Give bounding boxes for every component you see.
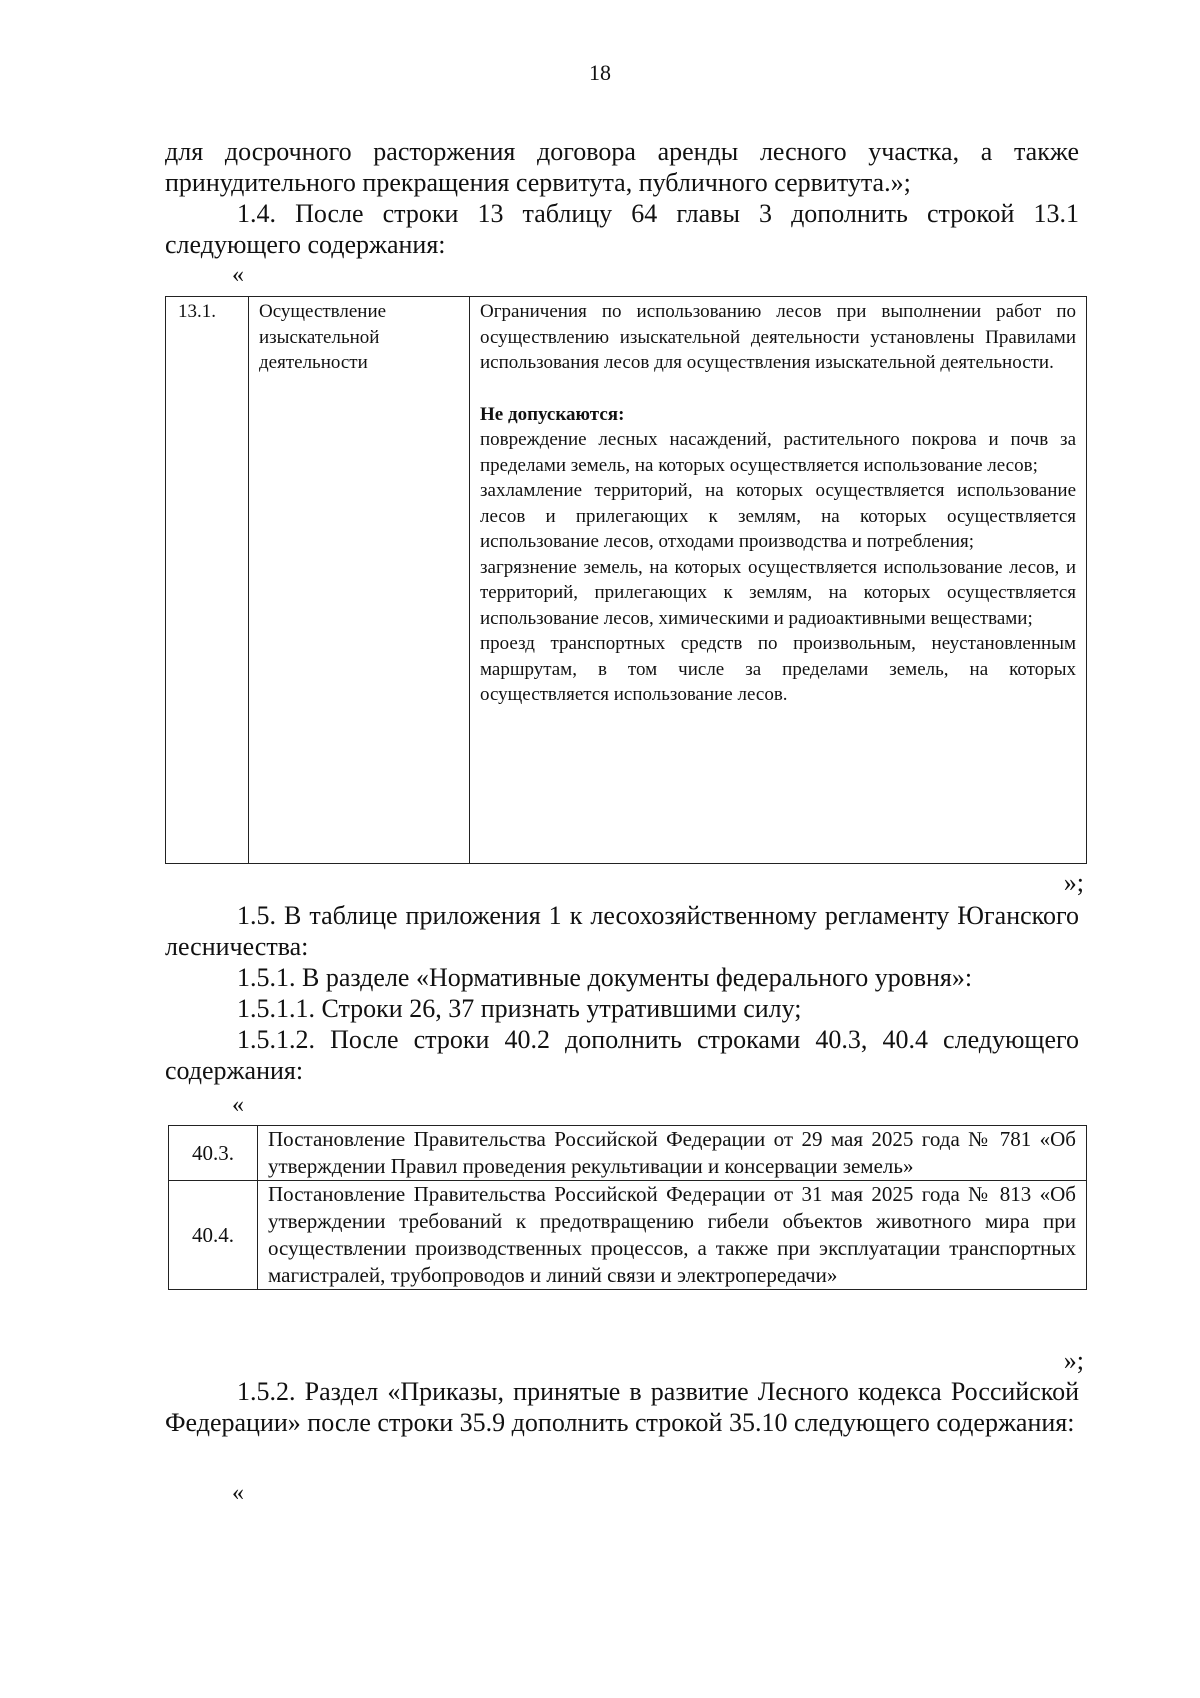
prohibited-heading: Не допускаются: <box>480 403 625 425</box>
prohibited-item: захламление территорий, на которых осуществляется использование лесов и прилегающих к землям, на которых осуществляется использование лесов, отходами производства и потребления; <box>480 480 1076 552</box>
opening-quote: « <box>232 1092 244 1118</box>
prohibited-item: повреждение лесных насаждений, растительного покрова и почв за пределами земель, на которых осуществляется использование лесов; <box>480 429 1076 476</box>
paragraph-1-5-1-2-text: 1.5.1.2. После строки 40.2 дополнить строками 40.3, 40.4 следующего содержания: <box>165 1025 1079 1085</box>
row-content-cell: Постановление Правительства Российской Федерации от 31 мая 2025 года № 813 «Об утверждении требований к предотвращению гибели объектов животного мира при осуществлении производственных процессов, а также при эксплуатации транспортных магистралей, трубопроводов и линий связи и электропередачи» <box>258 1181 1087 1290</box>
paragraph-1-5-2 <box>165 1376 1079 1438</box>
page-number: 18 <box>589 60 611 85</box>
opening-quote: « <box>232 1480 244 1506</box>
table-row <box>169 1181 1087 1290</box>
table-row <box>166 297 1087 864</box>
table-row-13-1 <box>165 296 1087 864</box>
paragraph-1-5-2-text: 1.5.2. Раздел «Приказы, принятые в развитие Лесного кодекса Российской Федерации» после строки 35.9 дополнить строкой 35.10 следующего содержания: <box>165 1377 1079 1437</box>
paragraph-1-4 <box>165 198 1079 260</box>
closing-quote: »; <box>1063 868 1084 897</box>
table-rows-40-3-40-4 <box>168 1125 1087 1290</box>
spacer <box>480 376 1076 402</box>
prohibited-item: проезд транспортных средств по произвольным, неустановленным маршрутам, в том числе за пределами земель, на которых осуществляется использование лесов. <box>480 633 1076 705</box>
row-number-cell: 40.4. <box>169 1181 258 1290</box>
paragraph-1-5-1-2 <box>165 1024 1079 1086</box>
paragraph-1-5-1-1-text: 1.5.1.1. Строки 26, 37 признать утратившими силу; <box>237 994 802 1023</box>
paragraph-1-4-text: 1.4. После строки 13 таблицу 64 главы 3 дополнить строкой 13.1 следующего содержания: <box>165 199 1079 259</box>
paragraph-1-5-1-text: 1.5.1. В разделе «Нормативные документы федерального уровня»: <box>237 963 973 992</box>
closing-quote: »; <box>1063 1346 1084 1375</box>
paragraph-1-5-1 <box>165 962 1079 993</box>
paragraph-1-5-1-1 <box>165 993 1079 1024</box>
prohibited-item: загрязнение земель, на которых осуществляется использование лесов, и территорий, прилегающих к землям, на которых осуществляется использование лесов, химическими и радиоактивными веществами; <box>480 556 1076 629</box>
opening-quote: « <box>232 262 244 288</box>
paragraph-continuation: для досрочного расторжения договора аренды лесного участка, а также принудительного прекращения сервитута, публичного сервитута.»; <box>165 137 1079 197</box>
row-content-cell <box>470 297 1087 864</box>
row-name-cell: Осуществление изыскательной деятельности <box>249 297 470 864</box>
paragraph-1-5 <box>165 900 1079 962</box>
row-number-cell: 40.3. <box>169 1126 258 1181</box>
row-content-cell: Постановление Правительства Российской Федерации от 29 мая 2025 года № 781 «Об утверждении Правил проведения рекультивации и консервации земель» <box>258 1126 1087 1181</box>
restrictions-intro: Ограничения по использованию лесов при выполнении работ по осуществлению изыскательной деятельности установлены Правилами использования лесов для осуществления изыскательной деятельности. <box>480 301 1076 373</box>
row-number-cell: 13.1. <box>166 297 249 864</box>
table-row <box>169 1126 1087 1181</box>
paragraph-1-5-text: 1.5. В таблице приложения 1 к лесохозяйственному регламенту Юганского лесничества: <box>165 901 1079 961</box>
